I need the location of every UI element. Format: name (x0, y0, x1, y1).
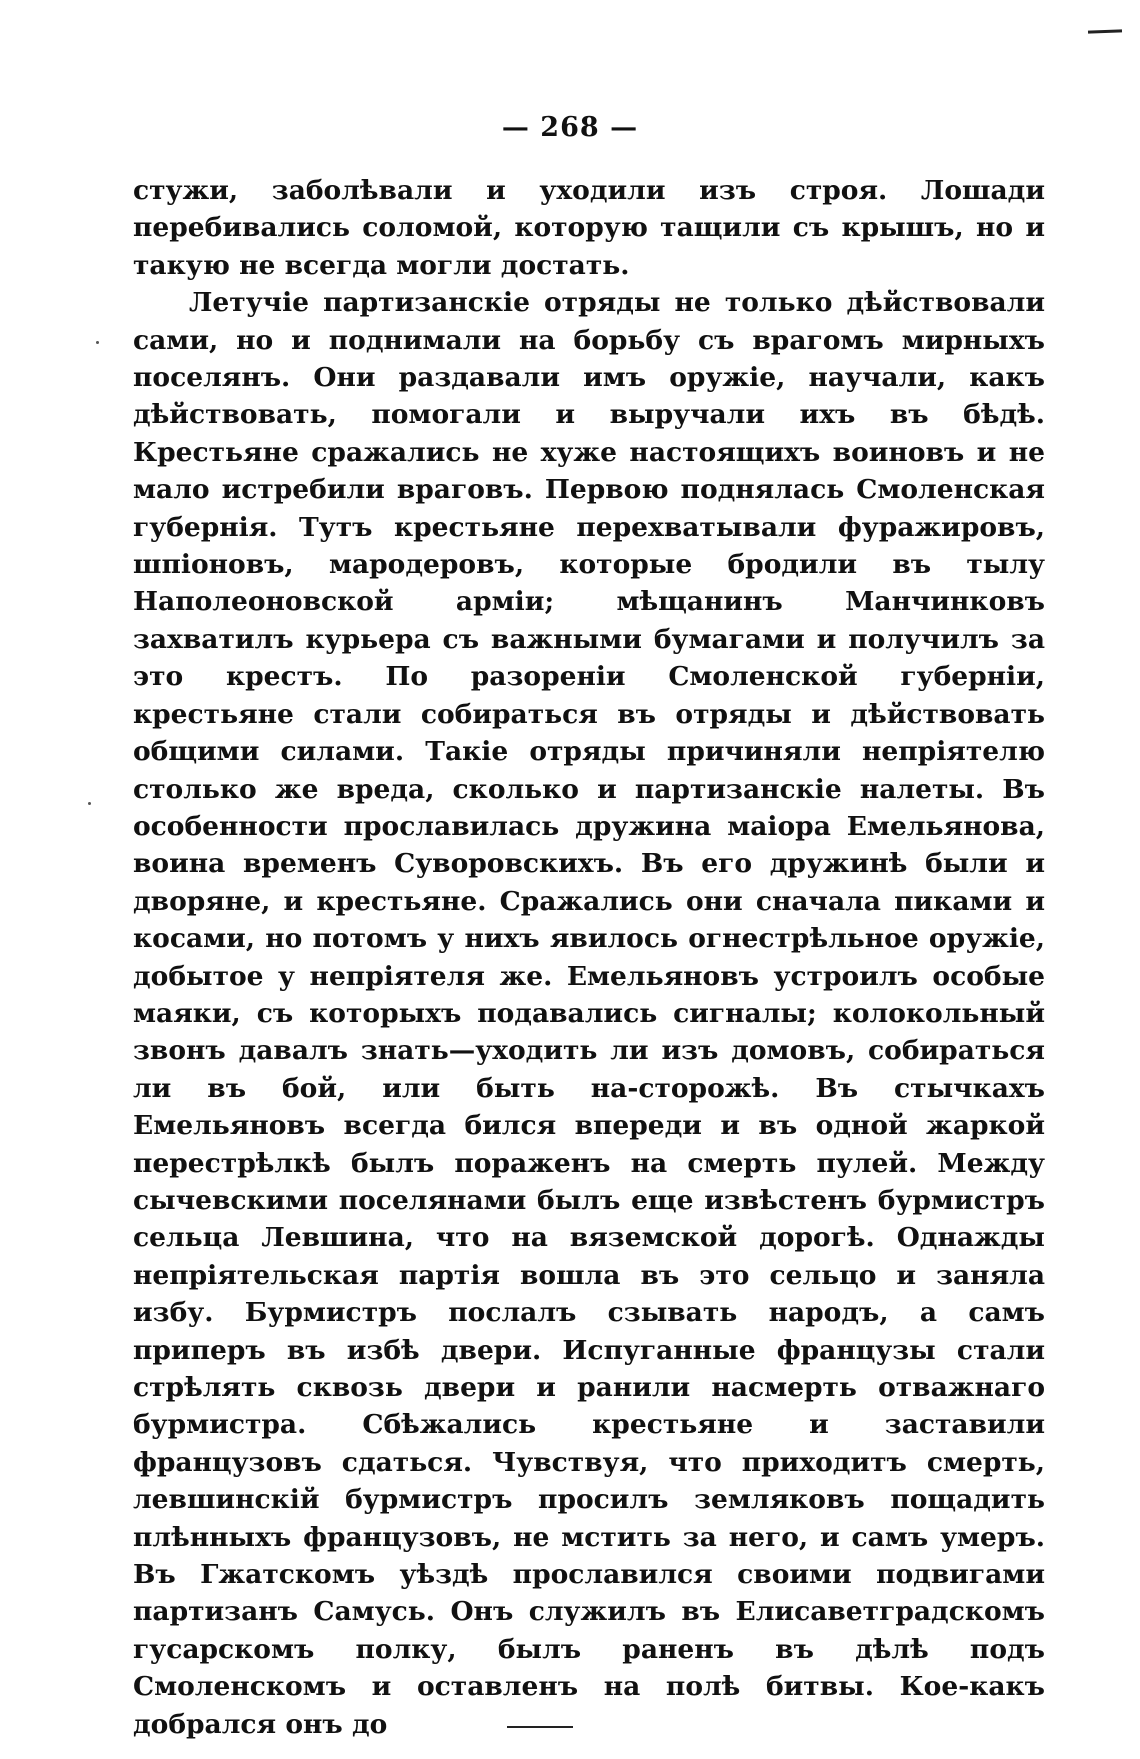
margin-speck (96, 341, 99, 344)
page-number: — 268 — (501, 112, 639, 143)
paragraph-continuation: стужи, заболѣвали и уходили изъ строя. Лошади перебивались соломой, которую тащили съ крышъ, но и такую не всегда могли достать. (133, 175, 1045, 281)
paragraph-partisans: Летучіе партизанскіе отряды не только дѣйствовали сами, но и поднимали на борьбу съ врагомъ мирныхъ поселянъ. Они раздавали имъ оружіе, научали, какъ дѣйствовать, помогали и выручали ихъ въ бѣдѣ. Крестьяне сражались не хуже настоящихъ воиновъ и не мало истребили враговъ. Первою поднялась Смоленская губернія. Тутъ крестьяне перехватывали фуражировъ, шпіоновъ, мародеровъ, которые бродили въ тылу Наполеоновской арміи; мѣщанинъ Манчинковъ захватилъ курьера съ важными бумагами и получилъ за это крестъ. По разореніи Смоленской губерніи, крестьяне стали собираться въ отряды и дѣйствовать общими силами. Такіе отряды причиняли непріятелю столько же вреда, сколько и партизанскіе налеты. Въ особенности прославилась дружина маіора Емельянова, воина временъ Суворовскихъ. Въ его дружинѣ были и дворяне, и крестьяне. Сражались они сначала пиками и косами, но потомъ у нихъ явилось огнестрѣльное оружіе, добытое у непріятеля же. Емельяновъ устроилъ особые маяки, съ которыхъ подавались сигналы; колокольный звонъ давалъ знать—уходить ли изъ домовъ, собираться ли въ бой, или быть на-сторожѣ. Въ стычкахъ Емельяновъ всегда бился впереди и въ одной жаркой перестрѣлкѣ былъ пораженъ на смерть пулей. Между сычевскими поселянами былъ еще извѣстенъ бурмистръ сельца Левшина, что на вяземской дорогѣ. Однажды непріятельская партія вошла въ это сельцо и заняла избу. Бурмистръ послалъ сзывать народъ, а самъ приперъ въ избѣ двери. Испуганные французы стали стрѣлять сквозь двери и ранили насмерть отважнаго бурмистра. Сбѣжались крестьяне и заставили французовъ сдаться. Чувствуя, что приходитъ смерть, левшинскій бурмистръ просилъ земляковъ пощадить плѣнныхъ французовъ, не мстить за него, и самъ умеръ. Въ Гжатскомъ уѣздѣ прославился своими подвигами партизанъ Самусь. Онъ служилъ въ Елисаветградскомъ гусарскомъ полку, былъ раненъ въ дѣлѣ подъ Смоленскомъ и оставленъ на полѣ битвы. Кое-какъ добрался онъ до (133, 287, 1045, 1740)
corner-ink-mark (1088, 29, 1122, 33)
body-text (133, 172, 1045, 1743)
margin-speck (88, 802, 91, 805)
footer-rule (507, 1726, 573, 1728)
